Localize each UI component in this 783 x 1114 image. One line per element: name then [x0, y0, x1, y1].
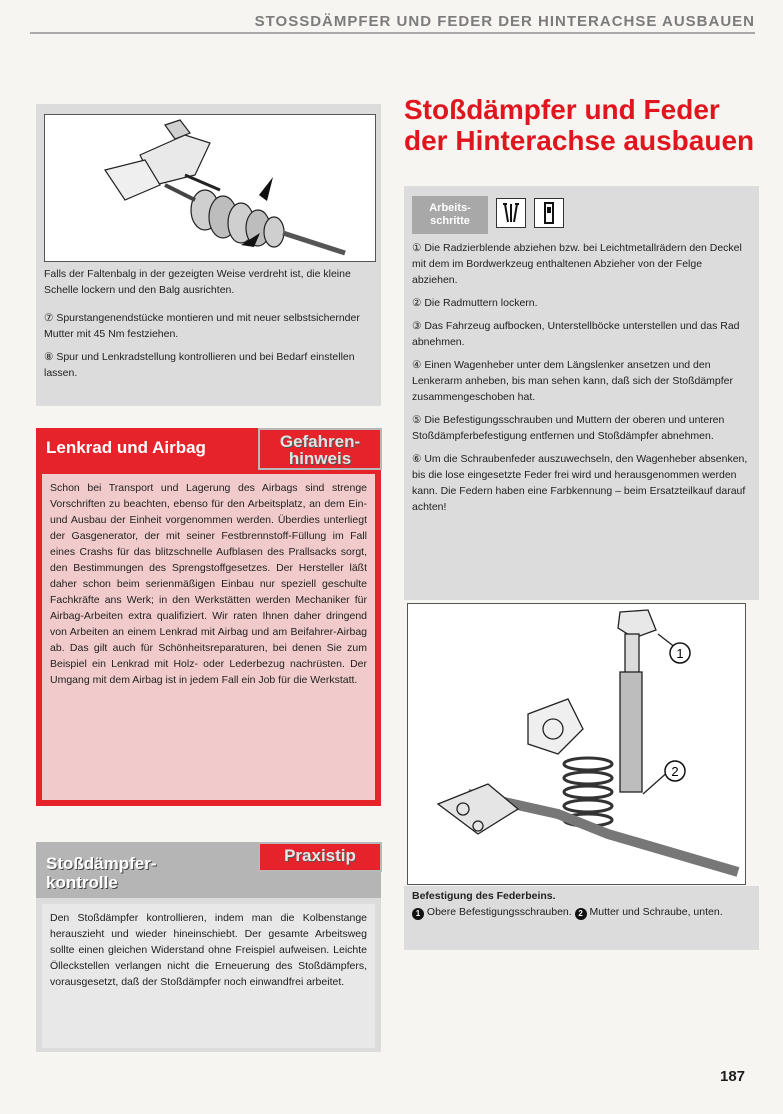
title-line-1: Stoßdämpfer und Feder: [404, 94, 720, 125]
work-steps-text: [412, 240, 750, 522]
caption-marker-1: 1: [412, 908, 424, 920]
tip-body: Den Stoßdämpfer kontrollieren, indem man die Kolbenstange herauszieht und wieder hineinschiebt. Der gesamte Arbeitsweg sollte einen gleichen Widerstand ohne Freispiel aufweisen. Leichte Ölleckstellen verlangen nicht die Erneuerung des Stoßdämpfers, vorausgesetzt, daß der Stoßdämpfer noch einwandfrei arbeitet.: [42, 904, 375, 1048]
work-steps-badge-line-2: schritte: [430, 215, 470, 227]
caption-body: [412, 904, 750, 920]
practice-tip-box: [36, 842, 381, 1052]
figure-caption-panel: [404, 886, 759, 950]
tip-heading: [46, 854, 157, 892]
rear-axle-illustration: [408, 604, 745, 884]
tip-heading-line-2: kontrolle: [46, 873, 118, 892]
step-1: ① Die Radzierblende abziehen bzw. bei Leichtmetallrädern den Deckel mit dem im Bordwerkzeug enthaltenen Abzieher von der Felge abziehen.: [412, 242, 742, 286]
torque-wrench-icon: [534, 198, 564, 228]
wrench-tools-icon: [496, 198, 526, 228]
step-3: ③ Das Fahrzeug aufbocken, Unterstellböcke unterstellen und das Rad abnehmen.: [412, 320, 740, 348]
danger-badge-line-2: hinweis: [288, 449, 352, 468]
danger-notice-badge: [258, 428, 382, 470]
danger-badge-line-1: Gefahren-: [279, 432, 361, 451]
tip-heading-line-1: Stoßdämpfer-: [46, 854, 157, 873]
step-8: ⑧ Spur und Lenkradstellung kontrollieren und bei Bedarf einstellen lassen.: [44, 351, 355, 379]
shock-absorber-figure: [407, 603, 746, 885]
step-2: ② Die Radmuttern lockern.: [412, 297, 538, 309]
steering-gear-illustration: [45, 115, 375, 261]
practice-tip-badge: Praxistip: [258, 842, 382, 872]
step-7: ⑦ Spurstangenendstücke montieren und mit neuer selbstsichernder Mutter mit 45 Nm festziehen.: [44, 312, 360, 340]
caption-marker-2: 2: [575, 908, 587, 920]
running-header: STOSSDÄMPFER UND FEDER DER HINTERACHSE AUSBAUEN: [30, 12, 755, 34]
step-6: ⑥ Um die Schraubenfeder auszuwechseln, den Wagenheber absenken, bis die lose eingesetzte Feder frei wird und herausgenommen werden kann. Die Federn haben eine Farbkennung – beim Ersatzteilkauf darauf achten!: [412, 453, 748, 513]
step-5: ⑤ Die Befestigungsschrauben und Muttern der oberen und unteren Stoßdämpferbefestigung entfernen und Stoßdämpfer abnehmen.: [412, 414, 725, 442]
work-steps-badge-line-1: Arbeits-: [429, 202, 471, 214]
caption-part-1: Obere Befestigungsschrauben.: [426, 906, 572, 918]
airbag-warning-box: [36, 428, 381, 806]
title-line-2: der Hinterachse ausbauen: [404, 125, 755, 156]
work-steps-panel: [404, 186, 759, 600]
steering-boot-figure: [44, 114, 376, 262]
warning-body: Schon bei Transport und Lagerung des Airbags sind strenge Vorschriften zu beachten, ebenso für den Arbeitsplatz, an dem Ein- und Ausbau der Einheit vorgenommen werden. Überdies unterliegt der Gasgenerator, der mit seiner Festbrennstoff-Füllung im Fall eines Crashs für das blitzschnelle Aufblasen des Prallsacks sorgt, den Bestimmungen des Sprengstoffgesetzes. Der Hersteller läßt daher schon beim serienmäßigen Einbau nur speziell geschulte Fachkräfte ans Werk; in den Werkstätten werden Mechaniker für Airbag-Arbeiten extra qualifiziert. Wir raten Ihnen daher dringend von Arbeiten an einem Lenkrad mit Airbag und am Beifahrer-Airbag ab. Das gilt auch für Schönheitsreparaturen, bei denen Sie zum Beispiel ein Lenkrad mit Holz- oder Lederbezug nachrüsten. Der Umgang mit dem Airbag ist in jedem Fall ein Job für die Werkstatt.: [42, 474, 375, 800]
figure-caption: [412, 888, 750, 920]
left-top-text: [44, 266, 372, 388]
left-top-panel: [36, 104, 381, 406]
page-number: 187: [720, 1068, 746, 1085]
warning-heading: Lenkrad und Airbag: [46, 438, 206, 457]
page-title: [404, 94, 764, 156]
work-steps-badge: [412, 196, 488, 234]
callout-label-1: 1: [676, 646, 684, 661]
callout-label-2: 2: [671, 764, 679, 779]
caption-title: Befestigung des Federbeins.: [412, 890, 556, 902]
step-4: ④ Einen Wagenheber unter dem Längslenker ansetzen und den Lenkerarm anheben, bis man sehen kann, daß sich der Stoßdämpfer zusammengeschoben hat.: [412, 359, 734, 403]
caption-part-2: Mutter und Schraube, unten.: [589, 906, 723, 918]
boot-caption: Falls der Faltenbalg in der gezeigten Weise verdreht ist, die kleine Schelle lockern und den Balg ausrichten.: [44, 268, 351, 296]
